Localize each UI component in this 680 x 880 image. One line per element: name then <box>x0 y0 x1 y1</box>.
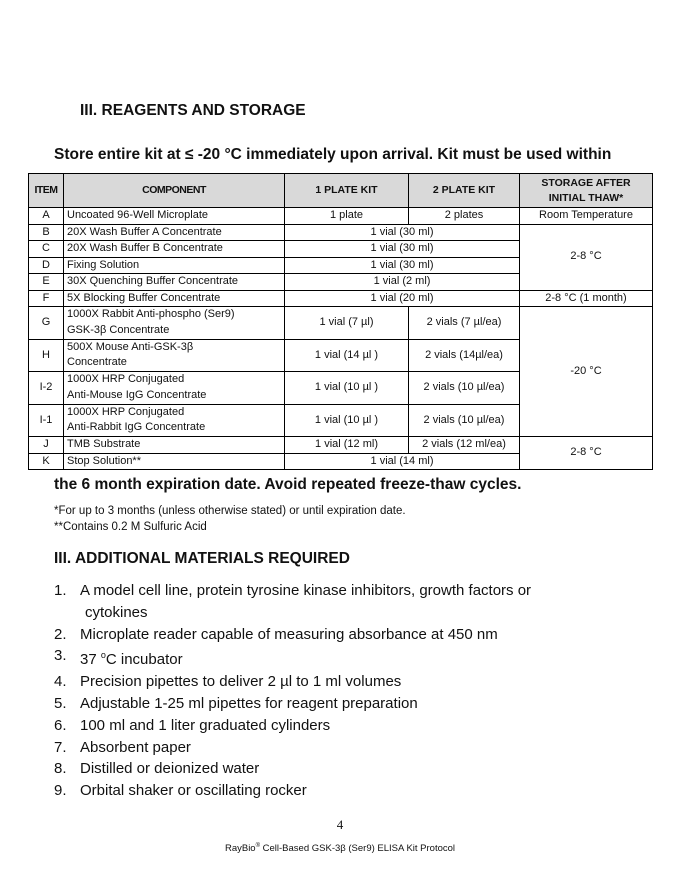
item-cell: A <box>29 208 64 225</box>
kit-cell: 1 vial (30 ml) <box>285 257 520 274</box>
plate2-cell: 2 vials (10 µl/ea) <box>409 404 520 437</box>
item-cell: J <box>29 437 64 454</box>
item-cell: E <box>29 274 64 291</box>
plate2-cell: 2 vials (7 µl/ea) <box>409 307 520 340</box>
footnote-storage: *For up to 3 months (unless otherwise stated) or until expiration date. <box>54 505 406 517</box>
plate2-cell: 2 vials (12 ml/ea) <box>409 437 520 454</box>
list-item: 3. 37 $^o$C incubator <box>54 647 183 669</box>
header-component: COMPONENT <box>64 174 285 208</box>
list-item: 1. A model cell line, protein tyrosine kinase inhibitors, growth factors or cytokines <box>54 582 532 621</box>
list-item: 6. 100 ml and 1 liter graduated cylinders <box>54 716 331 734</box>
component-cell: 20X Wash Buffer B Concentrate <box>64 241 285 258</box>
list-item: 8. Distilled or deionized water <box>54 760 260 778</box>
component-cell: 20X Wash Buffer A Concentrate <box>64 224 285 241</box>
component-cell: 1000X HRP Conjugated Anti-Rabbit IgG Concentrate <box>64 404 285 437</box>
storage-cell: 2-8 °C <box>520 224 653 290</box>
table-row <box>29 208 653 225</box>
list-item: 9. Orbital shaker or oscillating rocker <box>54 782 307 800</box>
item-cell: H <box>29 339 64 372</box>
plate1-cell: 1 vial (10 µl ) <box>285 404 409 437</box>
item-cell: I-1 <box>29 404 64 437</box>
list-item: 7. Absorbent paper <box>54 738 191 756</box>
item-cell: G <box>29 307 64 340</box>
item-cell: F <box>29 290 64 307</box>
table-row <box>29 307 653 340</box>
plate1-cell: 1 vial (12 ml) <box>285 437 409 454</box>
header-item: ITEM <box>29 174 64 208</box>
table-header-row <box>29 174 653 208</box>
header-storage: STORAGE AFTER INITIAL THAW* <box>520 174 653 208</box>
storage-cell: -20 °C <box>520 307 653 437</box>
table-row <box>29 290 653 307</box>
item-cell: I-2 <box>29 372 64 405</box>
header-2-plate-kit: 2 PLATE KIT <box>409 174 520 208</box>
plate1-cell: 1 plate <box>285 208 409 225</box>
section-heading-materials: III. ADDITIONAL MATERIALS REQUIRED <box>54 550 350 567</box>
item-cell: C <box>29 241 64 258</box>
page-footer: RayBio® Cell-Based GSK-3β (Ser9) ELISA Kit Protocol <box>224 843 456 855</box>
storage-instruction-line-1: Store entire kit at ≤ -20 °C immediately upon arrival. Kit must be used within <box>54 146 612 163</box>
kit-cell: 1 vial (2 ml) <box>285 274 520 291</box>
reagents-table <box>28 173 653 470</box>
kit-cell: 1 vial (30 ml) <box>285 224 520 241</box>
table-row <box>29 224 653 241</box>
plate2-cell: 2 vials (14µl/ea) <box>409 339 520 372</box>
storage-cell: 2-8 °C <box>520 437 653 470</box>
component-cell: 5X Blocking Buffer Concentrate <box>64 290 285 307</box>
component-cell: Uncoated 96-Well Microplate <box>64 208 285 225</box>
plate1-cell: 1 vial (14 µl ) <box>285 339 409 372</box>
page-number: 4 <box>336 817 344 832</box>
item-cell: D <box>29 257 64 274</box>
component-cell: 1000X Rabbit Anti-phospho (Ser9) GSK-3β Concentrate <box>64 307 285 340</box>
footnote-stop-solution: **Contains 0.2 M Sulfuric Acid <box>54 521 207 533</box>
component-cell: TMB Substrate <box>64 437 285 454</box>
item-cell: K <box>29 453 64 470</box>
list-item: 5. Adjustable 1-25 ml pipettes for reagent preparation <box>54 694 418 712</box>
kit-cell: 1 vial (20 ml) <box>285 290 520 307</box>
plate2-cell: 2 vials (10 µl/ea) <box>409 372 520 405</box>
list-item: 4. Precision pipettes to deliver 2 µl to 1 ml volumes <box>54 673 402 691</box>
header-1-plate-kit: 1 PLATE KIT <box>285 174 409 208</box>
plate2-cell: 2 plates <box>409 208 520 225</box>
component-cell: Fixing Solution <box>64 257 285 274</box>
storage-cell: 2-8 °C (1 month) <box>520 290 653 307</box>
component-cell: 500X Mouse Anti-GSK-3β Concentrate <box>64 339 285 372</box>
plate1-cell: 1 vial (10 µl ) <box>285 372 409 405</box>
kit-cell: 1 vial (14 ml) <box>285 453 520 470</box>
list-item: 2. Microplate reader capable of measuring absorbance at 450 nm <box>54 625 498 643</box>
component-cell: 30X Quenching Buffer Concentrate <box>64 274 285 291</box>
component-cell: 1000X HRP Conjugated Anti-Mouse IgG Concentrate <box>64 372 285 405</box>
kit-cell: 1 vial (30 ml) <box>285 241 520 258</box>
materials-list <box>54 580 654 802</box>
plate1-cell: 1 vial (7 µl) <box>285 307 409 340</box>
storage-instruction-line-2: the 6 month expiration date. Avoid repeated freeze-thaw cycles. <box>54 476 522 493</box>
storage-cell: Room Temperature <box>520 208 653 225</box>
item-cell: B <box>29 224 64 241</box>
component-cell: Stop Solution** <box>64 453 285 470</box>
section-heading-reagents: III. REAGENTS AND STORAGE <box>80 102 306 119</box>
table-row <box>29 437 653 454</box>
